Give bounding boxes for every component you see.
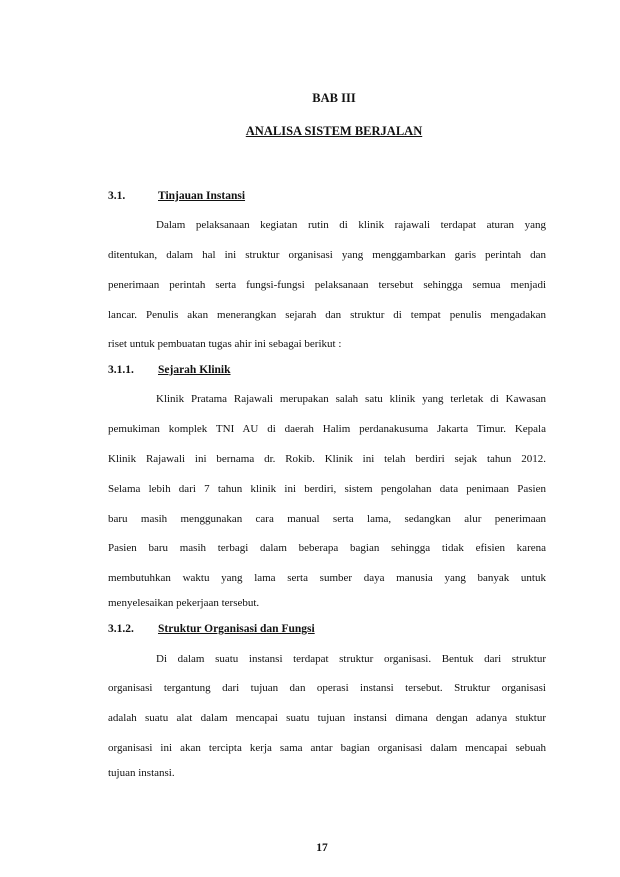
paragraph-line: organisasi ini akan tercipta kerja sama antar bagian organisasi dalam mencapai sebuah	[108, 742, 546, 754]
paragraph-line: adalah suatu alat dalam mencapai suatu tujuan instansi dimana dengan adanya stuktur	[108, 712, 546, 724]
section-number: 3.1.	[108, 190, 126, 202]
section-heading-3-1	[108, 190, 245, 202]
section-title: Sejarah Klinik	[158, 364, 231, 376]
section-heading-3-1-2	[108, 623, 315, 635]
paragraph-line: tujuan instansi.	[108, 767, 175, 779]
paragraph-line: pemukiman komplek TNI AU di daerah Halim perdanakusuma Jakarta Timur. Kepala	[108, 423, 546, 435]
paragraph-line: penerimaan perintah serta fungsi-fungsi pelaksanaan tersebut sehingga semua menjadi	[108, 279, 546, 291]
paragraph-line: menyelesaikan pekerjaan tersebut.	[108, 597, 260, 609]
chapter-number: BAB III	[312, 91, 356, 105]
paragraph-line: baru masih menggunakan cara manual serta lama, sedangkan alur penerimaan	[108, 513, 546, 525]
paragraph-line: lancar. Penulis akan menerangkan sejarah dan struktur di tempat penulis mengadakan	[108, 309, 546, 321]
section-heading-3-1-1	[108, 364, 231, 376]
paragraph-line: ditentukan, dalam hal ini struktur organisasi yang menggambarkan garis perintah dan	[108, 249, 546, 261]
paragraph-line: Di dalam suatu instansi terdapat struktur organisasi. Bentuk dari struktur	[156, 653, 546, 665]
section-title: Tinjauan Instansi	[158, 190, 246, 202]
paragraph-line: riset untuk pembuatan tugas ahir ini sebagai berikut :	[108, 338, 342, 350]
paragraph-line: Selama lebih dari 7 tahun klinik ini berdiri, sistem pengolahan data penimaan Pasien	[108, 483, 546, 495]
paragraph-line: organisasi tergantung dari tujuan dan operasi instansi tersebut. Struktur organisasi	[108, 682, 546, 694]
section-number: 3.1.2.	[108, 623, 134, 635]
paragraph-line: membutuhkan waktu yang lama serta sumber daya manusia yang banyak untuk	[108, 572, 546, 584]
chapter-title: ANALISA SISTEM BERJALAN	[245, 124, 423, 138]
section-number: 3.1.1.	[108, 364, 134, 376]
paragraph-line: Klinik Pratama Rajawali merupakan salah satu klinik yang terletak di Kawasan	[156, 393, 546, 405]
section-title: Struktur Organisasi dan Fungsi	[158, 623, 315, 635]
paragraph-line: Pasien baru masih terbagi dalam beberapa bagian sehingga tidak efisien karena	[108, 542, 546, 554]
paragraph-line: Klinik Rajawali ini bernama dr. Rokib. Klinik ini telah berdiri sejak tahun 2012.	[108, 453, 546, 465]
page-number: 17	[316, 842, 328, 854]
paragraph-line: Dalam pelaksanaan kegiatan rutin di klinik rajawali terdapat aturan yang	[156, 219, 546, 231]
